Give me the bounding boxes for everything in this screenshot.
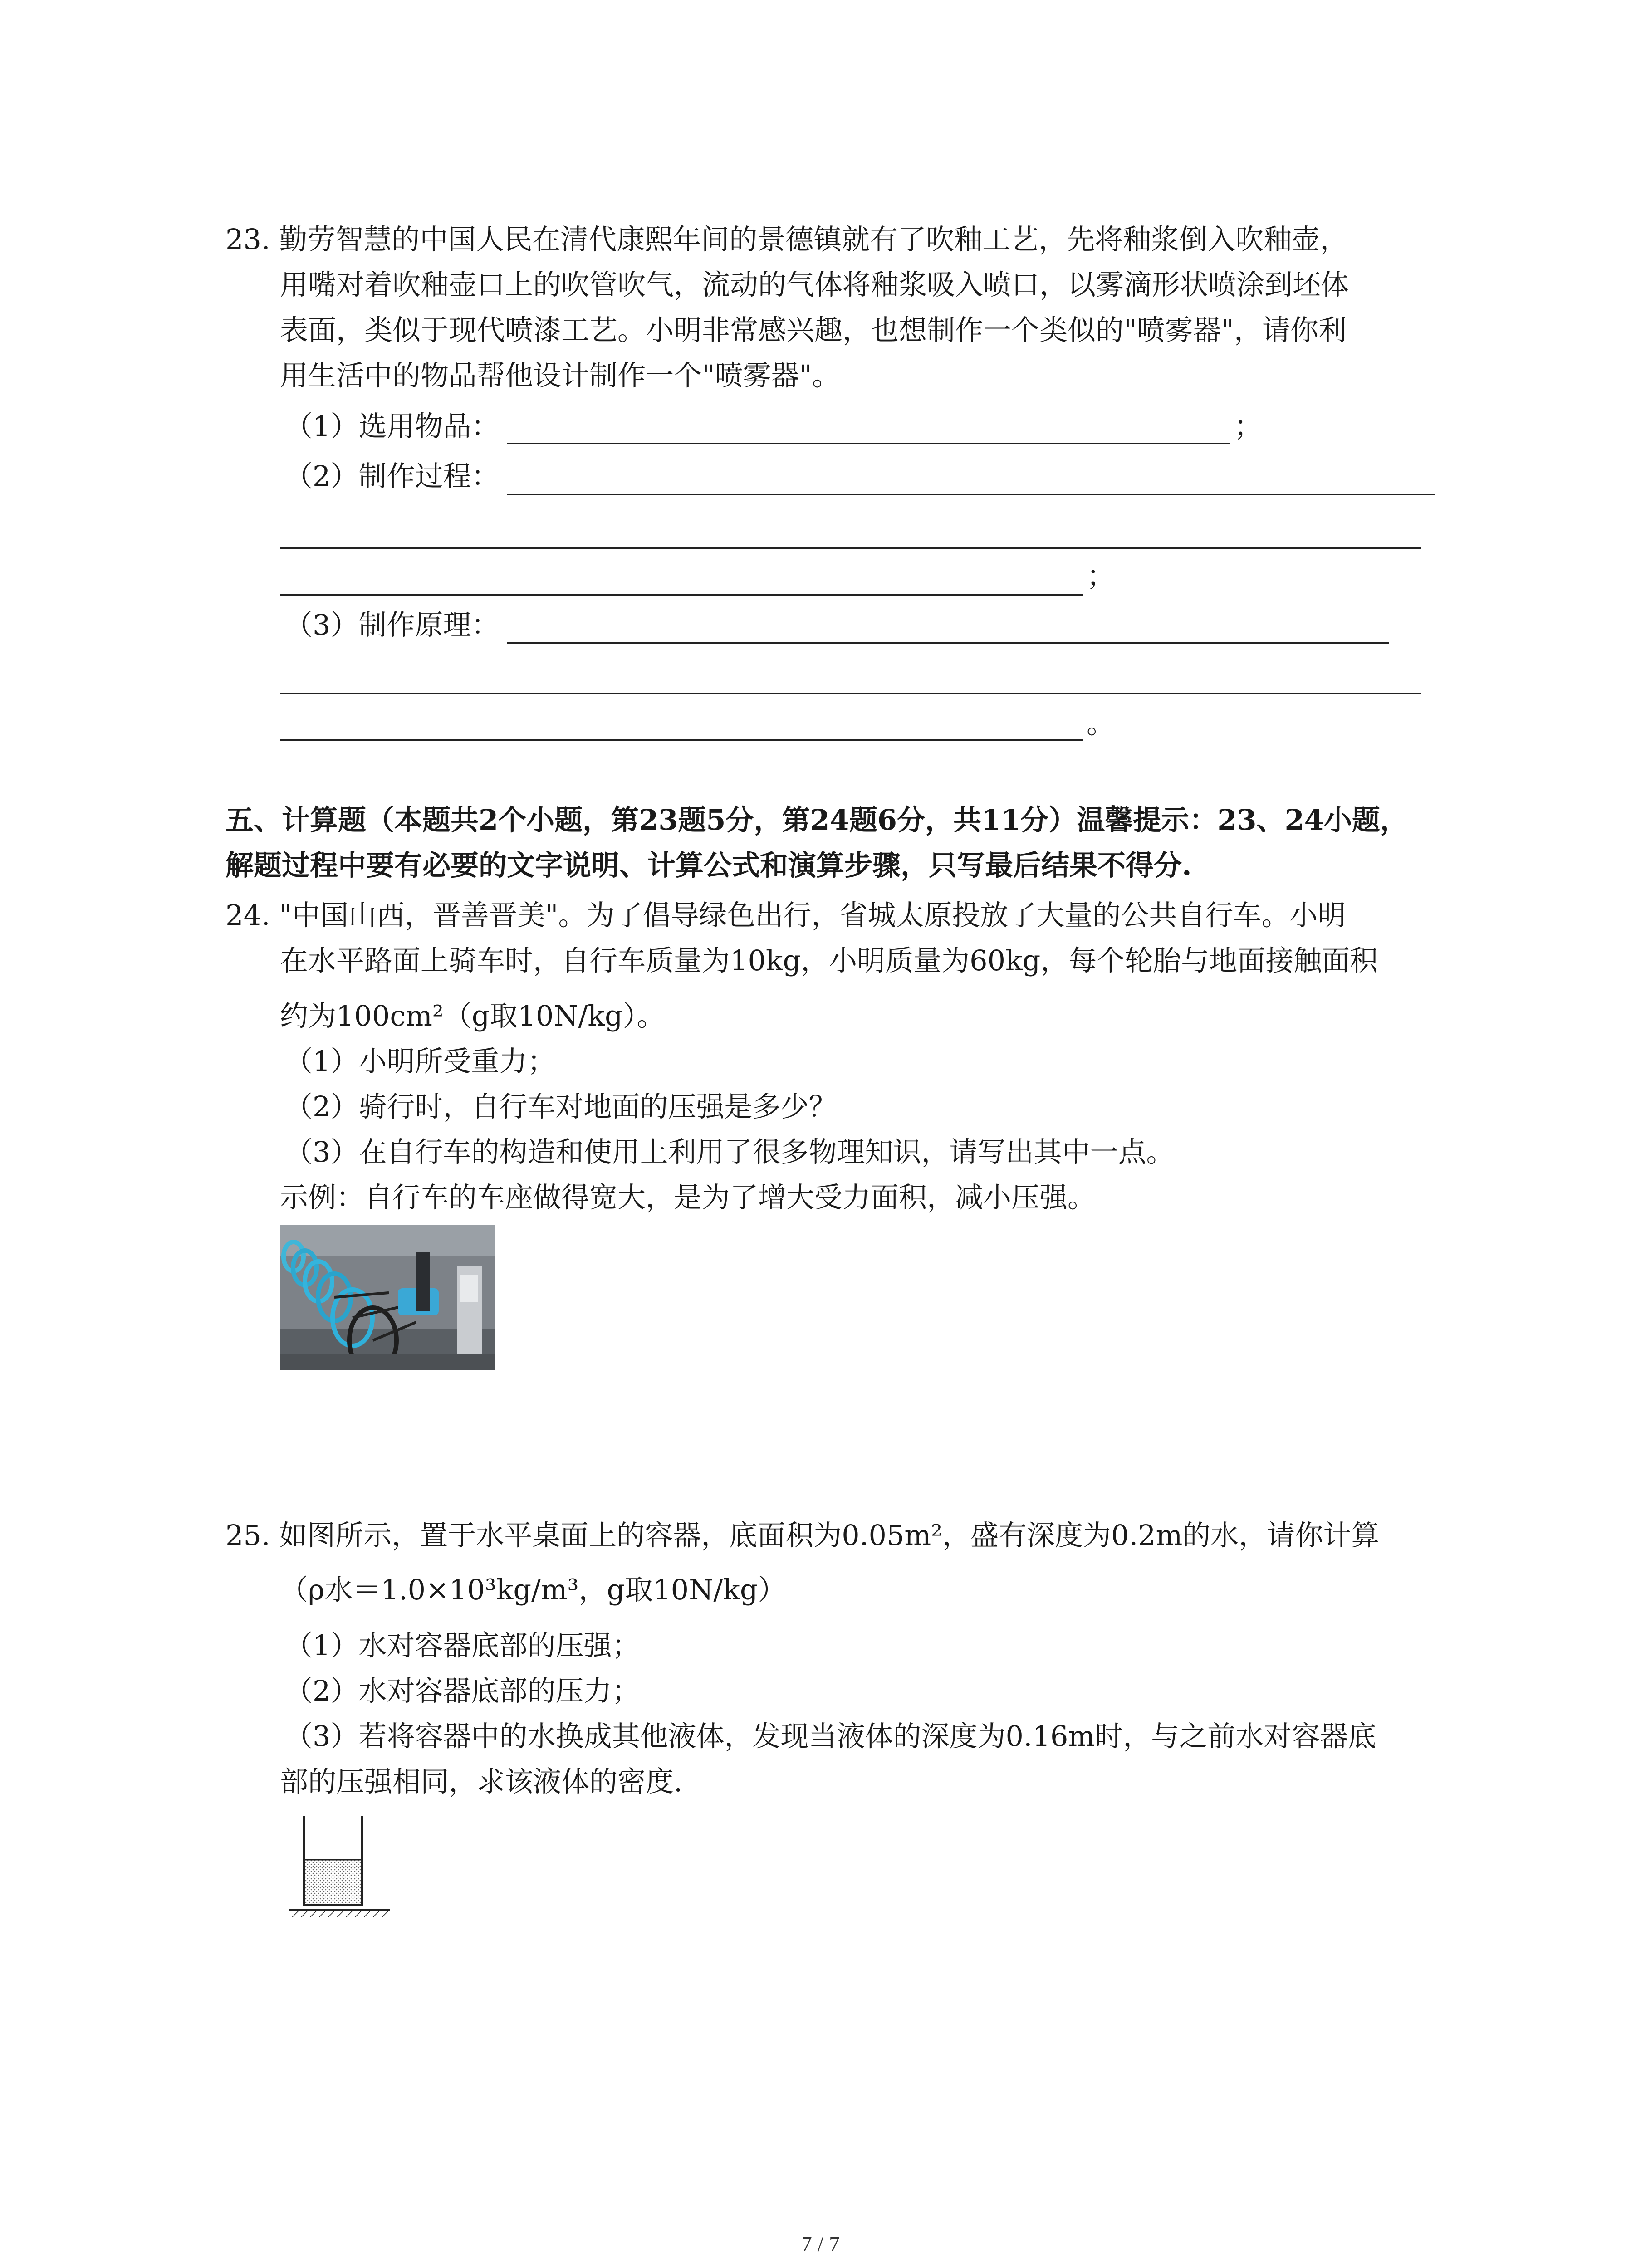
- water-container-diagram: [285, 1816, 394, 1921]
- q23-item2-answer-line-1[interactable]: [507, 494, 1435, 495]
- q23-item1-end: ；: [1234, 410, 1263, 443]
- q23-item1-answer-line[interactable]: [507, 443, 1230, 444]
- q23-item3-answer-line-2[interactable]: [280, 693, 1421, 694]
- q23-line-3: 表面，类似于现代喷漆工艺。小明非常感兴趣，也想制作一个类似的"喷雾器"，请你利: [280, 313, 1347, 347]
- q23-item3-answer-line-3[interactable]: [280, 739, 1083, 741]
- bicycle-rack-photo: [280, 1225, 495, 1370]
- q23-line-1: 23. 勤劳智慧的中国人民在清代康熙年间的景德镇就有了吹釉工艺，先将釉浆倒入吹釉壶，: [225, 223, 1348, 256]
- q23-line-4: 用生活中的物品帮他设计制作一个"喷雾器"。: [280, 359, 841, 392]
- q24-sub-3: （3）在自行车的构造和使用上利用了很多物理知识，请写出其中一点。: [284, 1135, 1175, 1168]
- q23-item2-answer-line-3[interactable]: [280, 594, 1083, 596]
- q23-item3-answer-line-1[interactable]: [507, 642, 1389, 644]
- q23-item1-label: （1）选用物品：: [284, 410, 500, 443]
- q25-line-2: （ρ水＝1.0×10³kg/m³，g取10N/kg）: [280, 1573, 786, 1606]
- page-number: 7 / 7: [801, 2232, 840, 2256]
- q25-line-1: 25. 如图所示，置于水平桌面上的容器，底面积为0.05m²，盛有深度为0.2m的水，请你计算: [225, 1519, 1380, 1552]
- q24-line-3: 约为100cm²（g取10N/kg）。: [280, 999, 665, 1032]
- section-5-heading-line-1: 五、计算题（本题共2个小题，第23题5分，第24题6分，共11分）温馨提示：23、24小题，: [225, 803, 1408, 836]
- q25-sub-2: （2）水对容器底部的压力；: [284, 1674, 640, 1707]
- q23-item3-label: （3）制作原理：: [284, 608, 500, 641]
- section-5-heading-line-2: 解题过程中要有必要的文字说明、计算公式和演算步骤，只写最后结果不得分.: [225, 849, 1192, 882]
- q25-sub-1: （1）水对容器底部的压强；: [284, 1629, 640, 1662]
- q24-example: 示例：自行车的车座做得宽大，是为了增大受力面积，减小压强。: [280, 1181, 1096, 1214]
- q24-sub-2: （2）骑行时，自行车对地面的压强是多少？: [284, 1090, 837, 1123]
- q23-item2-end: ；: [1087, 559, 1115, 592]
- q24-sub-1: （1）小明所受重力；: [284, 1045, 556, 1078]
- q25-sub-3a: （3）若将容器中的水换成其他液体，发现当液体的深度为0.16m时，与之前水对容器底: [284, 1720, 1376, 1753]
- q23-item2-label: （2）制作过程：: [284, 459, 500, 493]
- q24-line-1: 24. "中国山西，晋善晋美"。为了倡导绿色出行，省城太原投放了大量的公共自行车。小明: [225, 899, 1346, 932]
- q23-item2-answer-line-2[interactable]: [280, 547, 1421, 549]
- q23-item3-end: 。: [1087, 707, 1115, 740]
- q25-sub-3b: 部的压强相同，求该液体的密度.: [280, 1765, 683, 1798]
- q24-line-2: 在水平路面上骑车时，自行车质量为10kg，小明质量为60kg，每个轮胎与地面接触面积: [280, 944, 1378, 977]
- q23-line-2: 用嘴对着吹釉壶口上的吹管吹气，流动的气体将釉浆吸入喷口，以雾滴形状喷涂到坯体: [280, 268, 1349, 301]
